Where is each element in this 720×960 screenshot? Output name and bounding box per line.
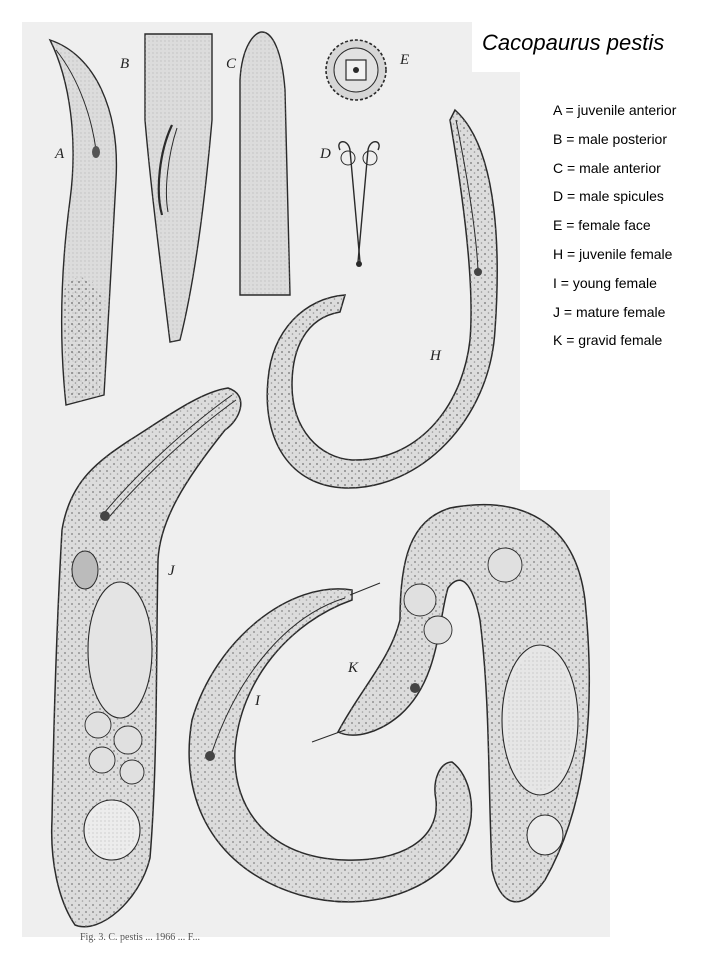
panel-letter-e: E — [400, 52, 410, 68]
panel-letter-a: A — [55, 146, 65, 162]
legend-item-b: B = male posterior — [553, 130, 667, 147]
legend-item-a: A = juvenile anterior — [553, 102, 677, 118]
panel-c-male-anterior — [240, 32, 290, 295]
panel-e-female-face — [326, 40, 386, 100]
legend-item-k: K = gravid female — [553, 332, 663, 349]
panel-b-male-posterior — [145, 34, 212, 342]
legend-item-e: E = female face — [553, 217, 651, 234]
panel-a-juvenile-anterior — [50, 40, 116, 405]
legend-item-i: I = young female — [553, 274, 657, 291]
legend-item-h: H = juvenile female — [553, 245, 673, 262]
legend-item-d: D = male spicules — [553, 188, 664, 205]
panel-letter-c: C — [226, 56, 237, 72]
species-title: Cacopaurus pestis — [482, 30, 665, 55]
panel-letter-h: H — [430, 348, 441, 364]
panel-h-juvenile-female — [267, 110, 497, 488]
panel-d-male-spicules — [339, 142, 379, 267]
legend-item-c: C = male anterior — [553, 159, 661, 176]
panel-letter-j: J — [168, 563, 175, 579]
panel-letter-i: I — [255, 693, 260, 709]
panel-letter-b: B — [120, 56, 130, 72]
panel-j-mature-female — [52, 388, 241, 927]
legend-item-j: J = mature female — [553, 303, 666, 320]
panel-legend — [553, 100, 676, 359]
panel-letter-d: D — [320, 146, 331, 162]
panel-letter-k: K — [348, 660, 359, 676]
figure-caption-fragment: Fig. 3. C. pestis ... 1966 ... F... — [80, 932, 201, 943]
